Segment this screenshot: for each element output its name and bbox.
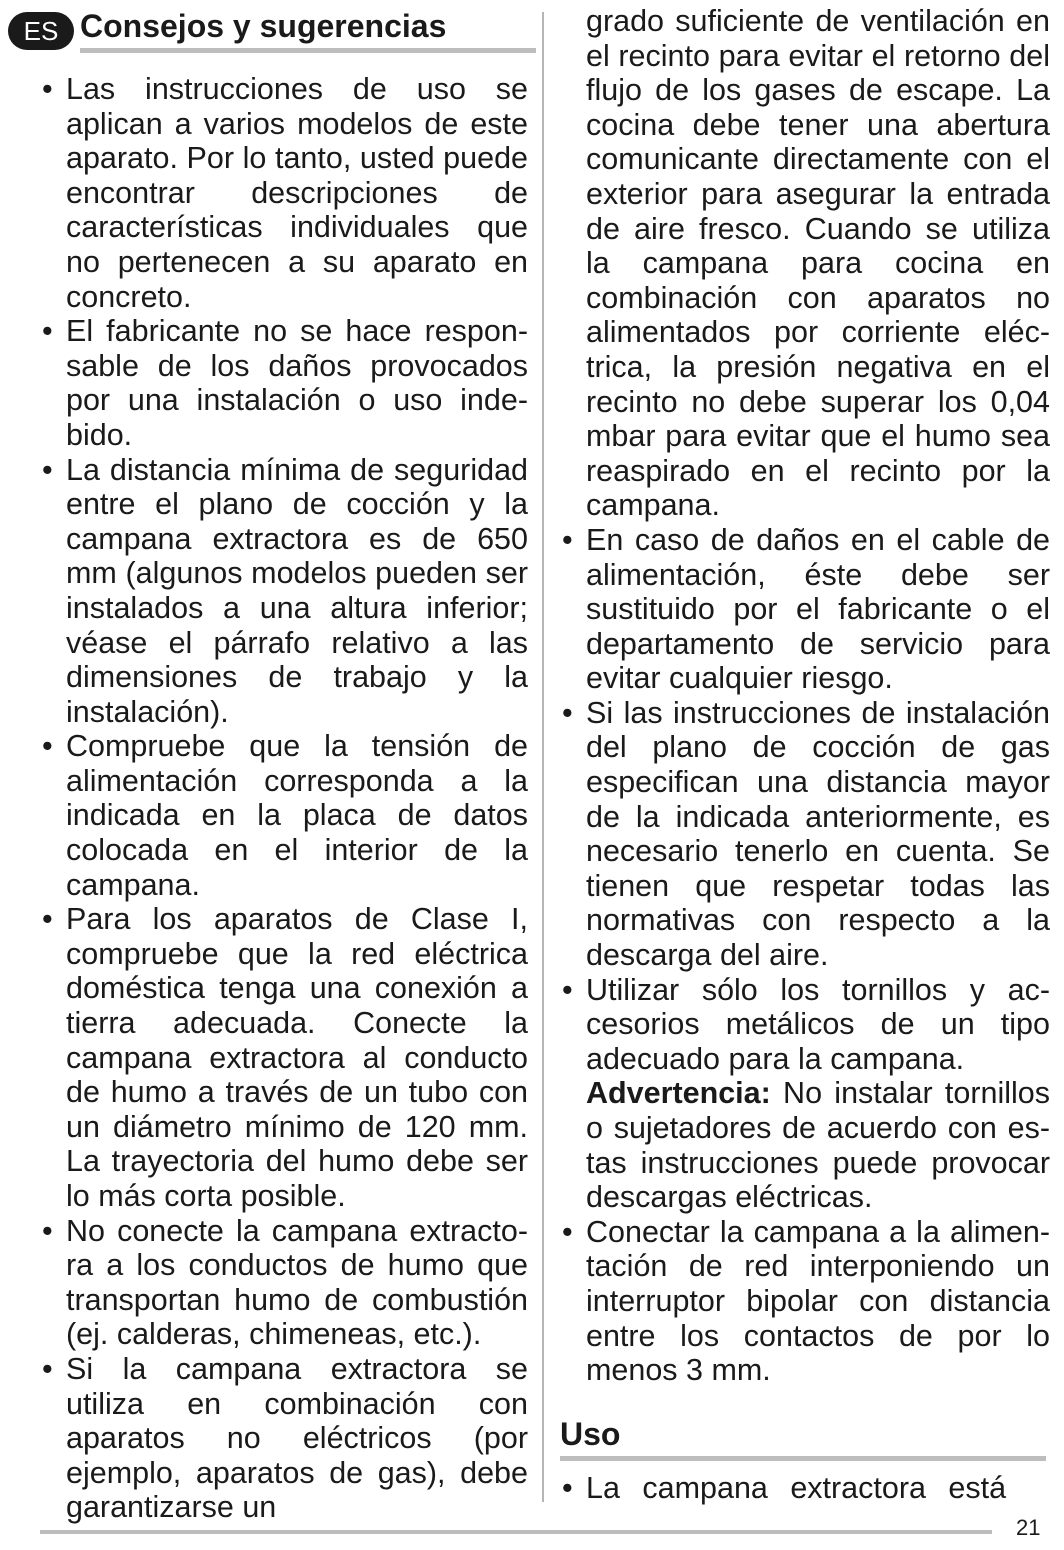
list-item: • Para los aparatos de Clase I, compruebe que la red eléctrica doméstica tenga una conexión a tierra adecuada. Conecte la campana extractora al conducto de humo a través de un tubo con un diámetro mínimo de 120 mm. La trayectoria del humo debe ser lo más corta posible. — [42, 902, 528, 1213]
bullet-icon: • — [562, 695, 573, 730]
page-title: Consejos y sugerencias — [80, 8, 447, 44]
list-item: • Las instrucciones de uso se aplican a varios modelos de este aparato. Por lo tanto, usted puede encontrar descripciones de características individuales que no pertenecen a su aparato en concreto. — [42, 72, 528, 314]
right-bullet-list — [556, 523, 1050, 1388]
list-item: • Compruebe que la tensión de alimentación corresponda a la indicada en la placa de datos colocada en el interior de la campana. — [42, 729, 528, 902]
bullet-icon: • — [42, 1351, 53, 1386]
list-item: • La distancia mínima de seguridad entre el plano de cocción y la campana extractora es de 650 mm (algunos modelos pueden ser instalados a una altura inferior; véase el párrafo relativo a las dimensiones de trabajo y la instalación). — [42, 452, 528, 729]
continued-paragraph: grado suficiente de ventilación en el recinto para evitar el retorno del flujo de los gases de escape. La cocina debe tener una abertura comunicante directamente con el exterior para asegurar la entrada de aire fresco. Cuando se utiliza la campana para cocina en combinación con aparatos no alimentados por corriente eléctrica, la presión negativa en el recinto no debe superar los 0,04 mbar para evitar que el humo sea reaspirado en el recinto por la campana. — [586, 4, 1050, 523]
list-item: • La campana extractora está — [562, 1470, 1007, 1505]
bullet-icon: • — [562, 1214, 573, 1249]
list-item: • Conectar la campana a la alimentación de red interponiendo un interruptor bipolar con distancia entre los contactos de por lo menos 3 mm. — [562, 1214, 1050, 1388]
bullet-icon: • — [562, 522, 573, 557]
list-item: • No conecte la campana extractora a los conductos de humo que transportan humo de combustión (ej. calderas, chimeneas, etc.). — [42, 1213, 528, 1352]
uso-bullet-list — [556, 1471, 1050, 1506]
language-badge: ES — [8, 12, 74, 50]
list-item: • En caso de daños en el cable de alimentación, éste debe ser sustituido por el fabricante o el departamento de servicio para evitar cualquier riesgo. — [562, 522, 1050, 696]
bullet-icon: • — [42, 72, 53, 106]
bullet-icon: • — [42, 729, 53, 764]
footer-rule — [40, 1530, 992, 1534]
bullet-icon: • — [42, 314, 53, 349]
bullet-icon: • — [42, 902, 53, 937]
list-item: • El fabricante no se hace responsable de los daños provocados por una instalación o uso indebido. — [42, 314, 528, 452]
bullet-icon: • — [42, 1213, 53, 1248]
left-column — [36, 0, 528, 1525]
left-bullet-list — [36, 72, 528, 1525]
page-number: 21 — [1016, 1515, 1041, 1540]
column-divider — [542, 12, 544, 1502]
bullet-icon: • — [562, 972, 573, 1007]
section-heading-uso: Uso — [560, 1415, 621, 1452]
bullet-icon: • — [562, 1470, 573, 1505]
warning-label: Advertencia: — [586, 1076, 771, 1111]
list-item: • Si las instrucciones de instalación del plano de cocción de gas especifican una distancia mayor de la indicada anteriormente, es necesario tenerlo en cuenta. Se tienen que respetar todas las normativas con respecto a la descarga del aire. — [562, 695, 1050, 973]
warning-text: No instalar tornillos o sujetadores de acuerdo con estas instrucciones puede provocar descargas eléctricas. — [586, 1076, 1050, 1215]
list-item: • Utilizar sólo los tornillos y accesorios metálicos de un tipo adecuado para la campana. Advertencia: No instalar tornillos o sujetadores de acuerdo con estas instrucciones puede provocar descargas eléctricas. — [562, 972, 1050, 1215]
right-column — [556, 0, 1050, 1505]
bullet-icon: • — [42, 452, 53, 487]
section-underline — [560, 1456, 1046, 1461]
list-item: • Si la campana extractora se utiliza en combinación con aparatos no eléctricos (por ejemplo, aparatos de gas), debe garantizarse un — [42, 1351, 528, 1525]
